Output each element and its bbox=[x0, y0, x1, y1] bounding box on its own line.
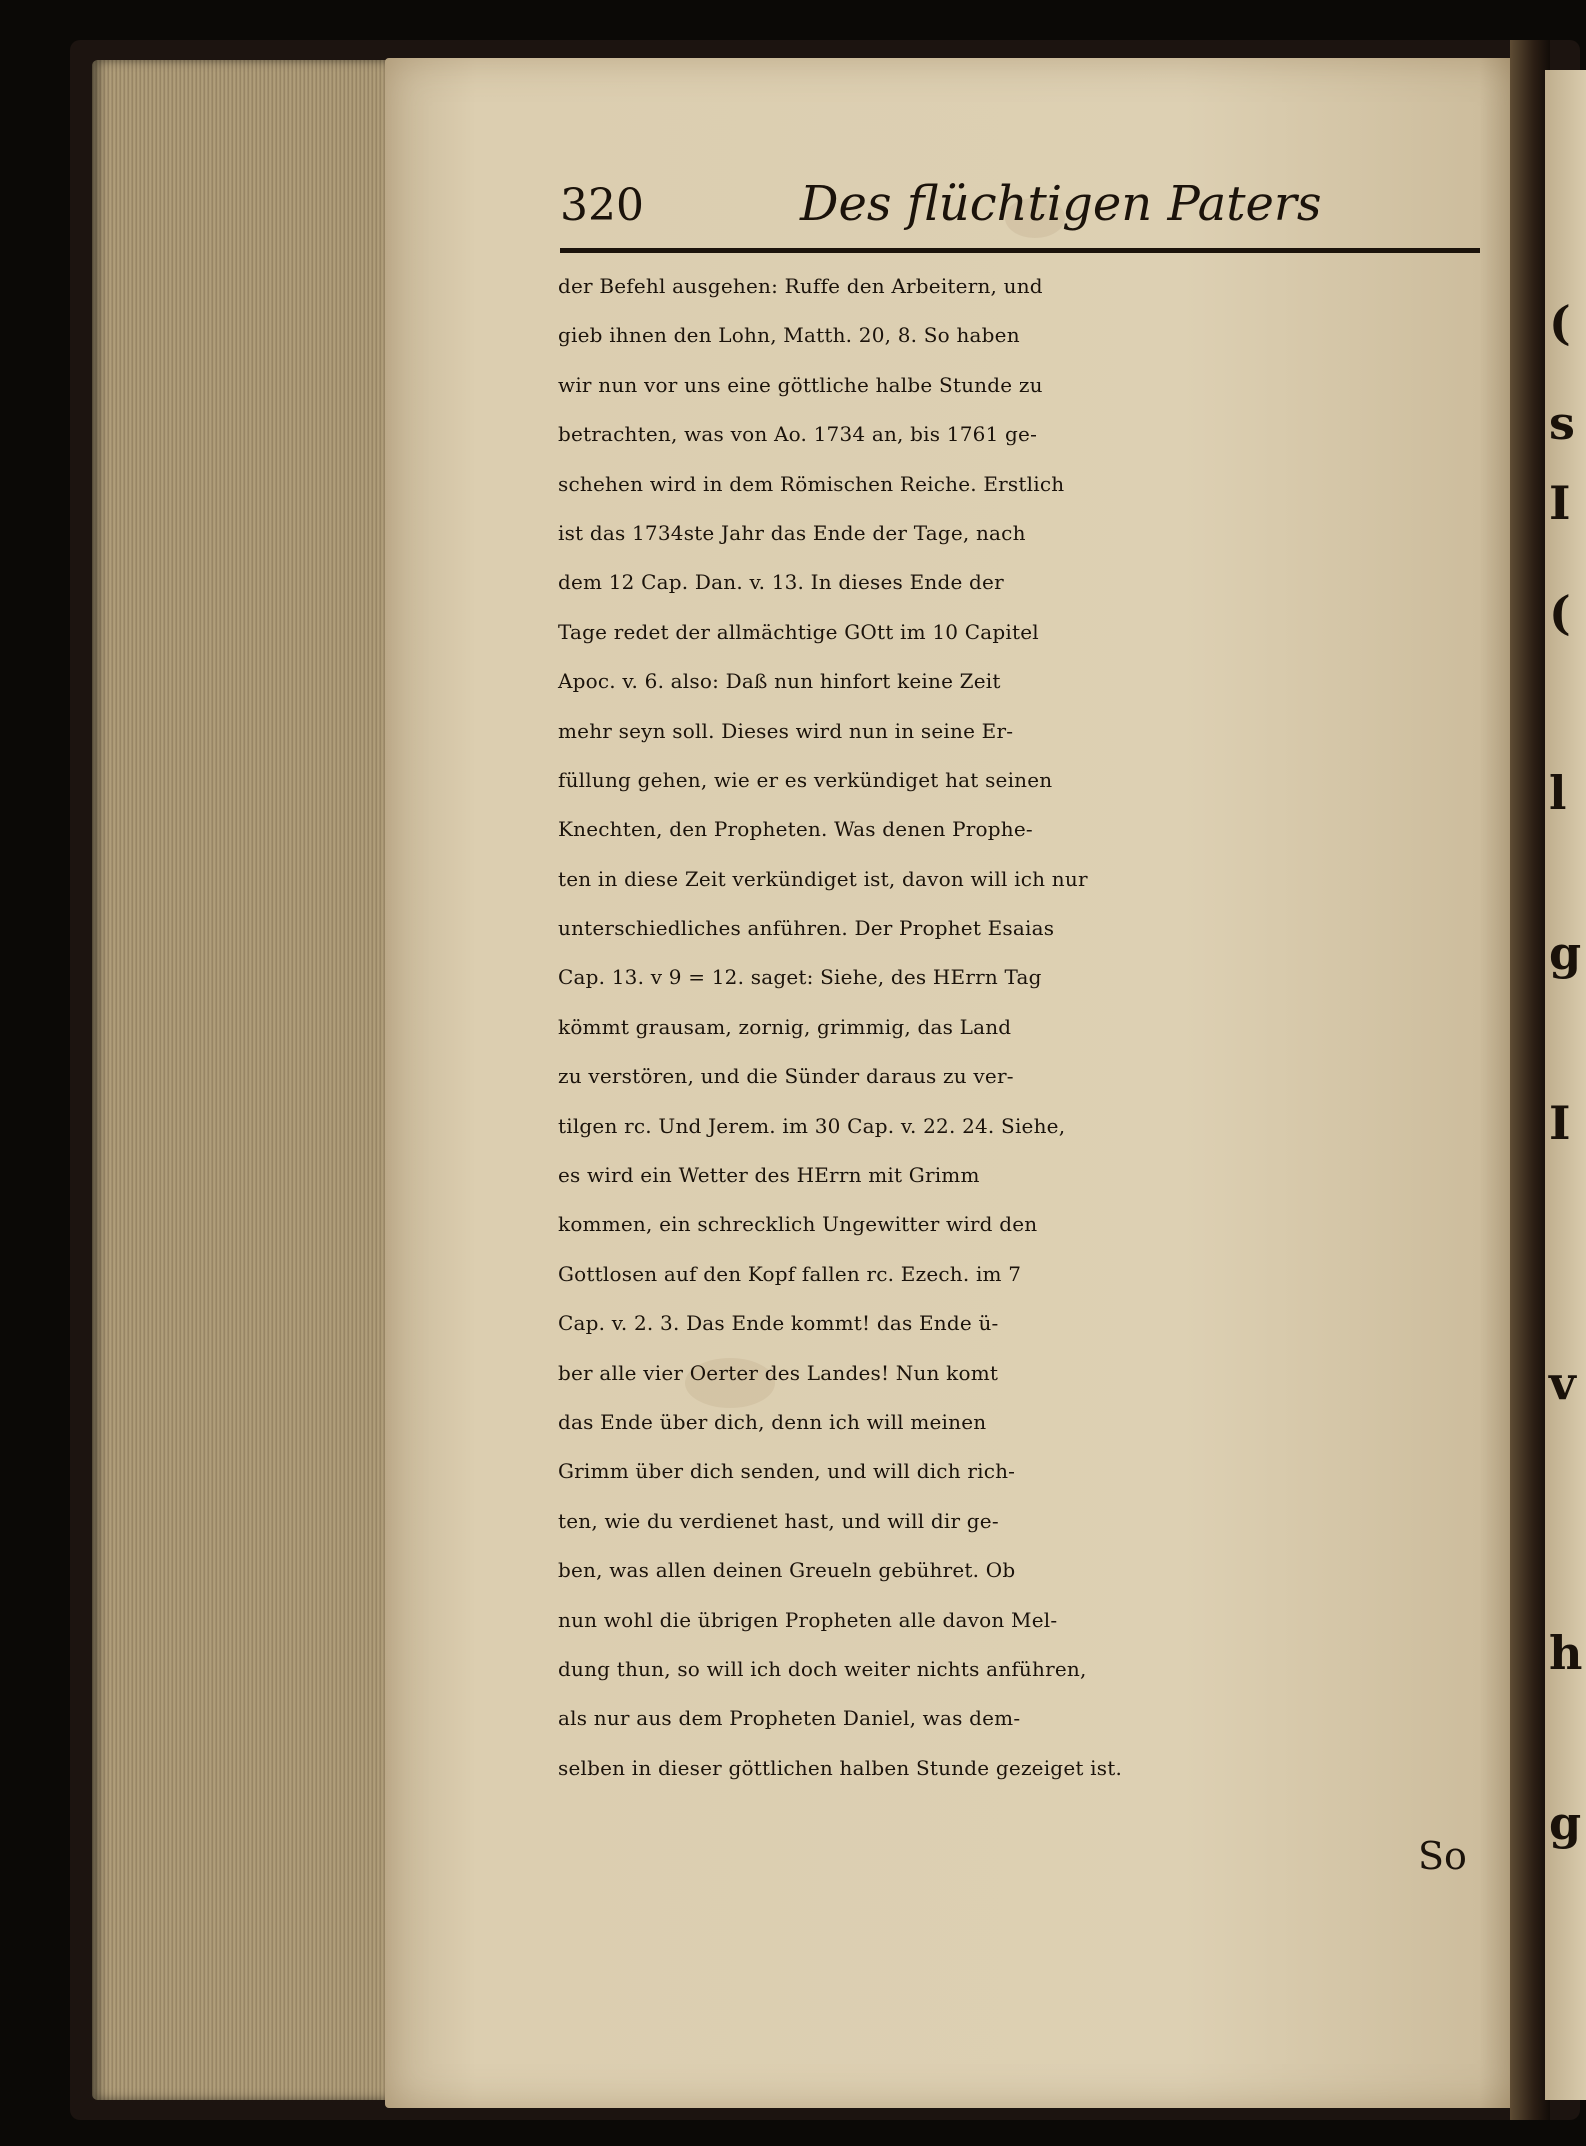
facing-page-fragment: I bbox=[1549, 1096, 1571, 1150]
text-line: als nur aus dem Propheten Daniel, was dem- bbox=[558, 1706, 1021, 1731]
text-line: selben in dieser göttlichen halben Stunde gezeiget ist. bbox=[558, 1755, 1122, 1780]
text-line: ber alle vier Oerter des Landes! Nun komt bbox=[558, 1360, 999, 1385]
text-line: gieb ihnen den Lohn, Matth. 20, 8. So haben bbox=[558, 323, 1020, 348]
page-edges bbox=[92, 60, 392, 2100]
facing-page-fragment: v bbox=[1549, 1356, 1576, 1410]
facing-page-fragment: g bbox=[1549, 1796, 1582, 1850]
text-line: es wird ein Wetter des HErrn mit Grimm bbox=[558, 1163, 980, 1188]
text-line: ten in diese Zeit verkündiget ist, davon will ich nur bbox=[558, 866, 1088, 891]
text-line: kommen, ein schrecklich Ungewitter wird den bbox=[558, 1212, 1038, 1237]
text-line: Cap. 13. v 9 = 12. saget: Siehe, des HErrn Tag bbox=[558, 965, 1042, 990]
text-line: ten, wie du verdienet hast, und will dir ge- bbox=[558, 1508, 999, 1533]
text-line: ben, was allen deinen Greueln gebühret. Ob bbox=[558, 1558, 1016, 1583]
header-rule bbox=[560, 248, 1480, 253]
facing-page-fragment: g bbox=[1549, 926, 1582, 980]
facing-page-fragment: s bbox=[1549, 396, 1575, 450]
page-number: 320 bbox=[560, 180, 644, 231]
text-line: zu verstören, und die Sünder daraus zu ver- bbox=[558, 1064, 1014, 1089]
text-line: Tage redet der allmächtige GOtt im 10 Capitel bbox=[558, 619, 1039, 644]
facing-page-fragment: ( bbox=[1549, 586, 1571, 640]
text-line: Grimm über dich senden, und will dich rich- bbox=[558, 1459, 1016, 1484]
facing-page-fragment: I bbox=[1549, 476, 1571, 530]
text-line: wir nun vor uns eine göttliche halbe Stunde zu bbox=[558, 372, 1043, 397]
text-line: nun wohl die übrigen Propheten alle davon Mel- bbox=[558, 1607, 1058, 1632]
facing-page-fragment: l bbox=[1549, 766, 1567, 820]
text-line: dem 12 Cap. Dan. v. 13. In dieses Ende der bbox=[558, 570, 1004, 595]
text-line: schehen wird in dem Römischen Reiche. Erstlich bbox=[558, 471, 1065, 496]
text-line: Knechten, den Propheten. Was denen Prophe- bbox=[558, 817, 1033, 842]
facing-page-fragment: ( bbox=[1549, 296, 1571, 350]
text-line: der Befehl ausgehen: Ruffe den Arbeitern, und bbox=[558, 274, 1043, 298]
text-line: kömmt grausam, zornig, grimmig, das Land bbox=[558, 1014, 1012, 1039]
text-line: das Ende über dich, denn ich will meinen bbox=[558, 1409, 987, 1434]
text-line: ist das 1734ste Jahr das Ende der Tage, nach bbox=[558, 520, 1026, 545]
text-line: Apoc. v. 6. also: Daß nun hinfort keine Zeit bbox=[558, 669, 1001, 694]
text-line: tilgen rc. Und Jerem. im 30 Cap. v. 22. 24. Siehe, bbox=[558, 1113, 1066, 1138]
page-header bbox=[560, 176, 1480, 240]
catchword: So bbox=[1418, 1834, 1467, 1878]
text-line: Cap. v. 2. 3. Das Ende kommt! das Ende ü- bbox=[558, 1311, 999, 1336]
body-text bbox=[558, 262, 1488, 1793]
text-line: unterschiedliches anführen. Der Prophet Esaias bbox=[558, 916, 1055, 941]
text-line: füllung gehen, wie er es verkündiget hat seinen bbox=[558, 767, 1053, 792]
text-line: betrachten, was von Ao. 1734 an, bis 1761 ge- bbox=[558, 422, 1038, 447]
facing-page-fragment: h bbox=[1549, 1626, 1583, 1680]
running-title: Des flüchtigen Paters bbox=[800, 176, 1322, 232]
text-line: mehr seyn soll. Dieses wird nun in seine Er- bbox=[558, 718, 1014, 743]
facing-page-edge bbox=[1545, 70, 1586, 2100]
text-line: Gottlosen auf den Kopf fallen rc. Ezech. im 7 bbox=[558, 1261, 1022, 1286]
book-gutter bbox=[1510, 40, 1550, 2120]
text-line: dung thun, so will ich doch weiter nichts anführen, bbox=[558, 1656, 1087, 1681]
